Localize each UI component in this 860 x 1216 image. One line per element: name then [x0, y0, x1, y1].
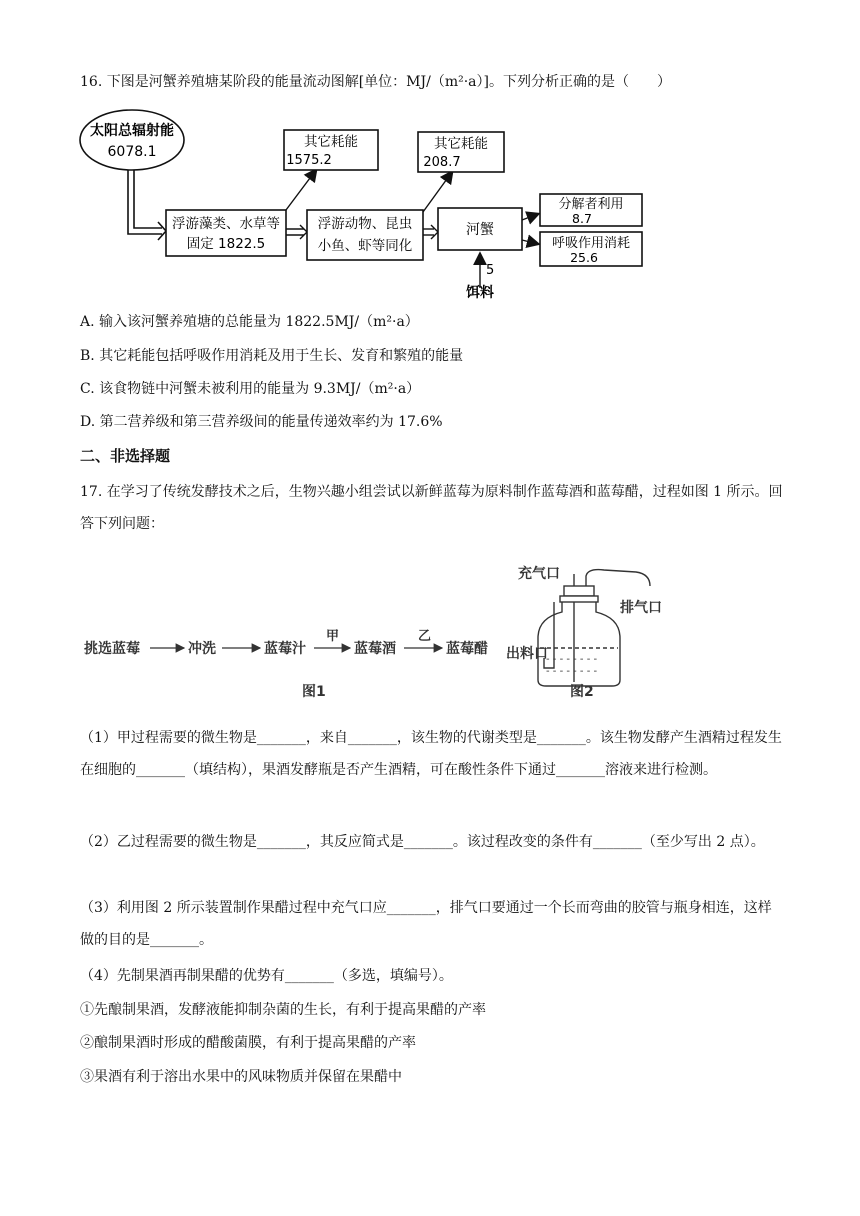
other2-line1: 其它耗能 [434, 136, 488, 152]
fig1-step-2: 冲洗 [188, 641, 216, 657]
producer-line1: 浮游藻类、水草等 [172, 216, 280, 232]
q17-choice-1: ①先酿制果酒，发酵液能抑制杂菌的生长，有利于提高果醋的产率 [80, 1002, 486, 1018]
liquid-pattern [546, 654, 598, 677]
fig1-arrow-a: 甲 [326, 629, 340, 644]
fig2-caption: 图2 [570, 684, 594, 700]
respiration-line2: 25.6 [570, 250, 598, 265]
fig1-arrow-b: 乙 [418, 629, 432, 644]
sun-label: 太阳总辐射能 [90, 123, 174, 139]
other1-line2: 1575.2 [286, 153, 332, 168]
section-title: 二、非选择题 [80, 447, 171, 465]
q17-sub1: （1）甲过程需要的微生物是_______，来自_______，该生物的代谢类型是_______。该生物发酵产生酒精过程发生在细胞的_______（填结构），果酒发酵瓶是否产生酒精，可在酸性条件下通过_______溶液来进行检测。 [80, 730, 782, 778]
svg-text:- - - - - - - -: - - - - - - - - [546, 666, 598, 677]
fig2-inlet: 充气口 [518, 566, 560, 582]
other1-line1: 其它耗能 [304, 134, 358, 150]
q16-option-b: B. 其它耗能包括呼吸作用消耗及用于生长、发育和繁殖的能量 [80, 348, 464, 364]
fig1-step-5: 蓝莓醋 [446, 641, 488, 657]
q17-stem: 17. 在学习了传统发酵技术之后，生物兴趣小组尝试以新鲜蓝莓为原料制作蓝莓酒和蓝莓醋，过程如图 1 所示。回答下列问题： [80, 484, 783, 532]
fig2-discharge: 出料口 [506, 646, 548, 662]
fig1-step-1: 挑选蓝莓 [84, 641, 140, 657]
q17-sub3: （3）利用图 2 所示装置制作果醋过程中充气口应_______，排气口要通过一个长而弯曲的胶管与瓶身相连，这样做的目的是_______。 [80, 900, 772, 948]
feed-value: 5 [486, 263, 495, 278]
q16-option-c: C. 该食物链中河蟹未被利用的能量为 9.3MJ/（m²·a） [80, 381, 421, 397]
q16-option-a: A. 输入该河蟹养殖塘的总能量为 1822.5MJ/（m²·a） [80, 314, 419, 330]
decomposer-line2: 8.7 [572, 211, 592, 226]
feed-label: 饵料 [466, 285, 494, 301]
sun-value: 6078.1 [107, 144, 157, 160]
fig2-outlet: 排气口 [620, 600, 662, 616]
sun-ellipse [80, 110, 184, 170]
fermentation-figures [76, 556, 696, 704]
consumer-line1: 浮游动物、昆虫 [317, 216, 413, 232]
svg-text:- - - - - - - -: - - - - - - - - [546, 654, 598, 665]
q17-choice-2: ②酿制果酒时形成的醋酸菌膜，有利于提高果醋的产率 [80, 1035, 416, 1051]
q17-sub2: （2）乙过程需要的微生物是_______，其反应简式是_______。该过程改变的条件有_______（至少写出 2 点）。 [80, 834, 765, 850]
decomposer-line1: 分解者利用 [558, 197, 624, 212]
energy-flow-diagram [76, 108, 676, 308]
other2-line2: 208.7 [423, 155, 461, 170]
consumer-line2: 小鱼、虾等同化 [317, 238, 413, 254]
q16-stem: 16. 下图是河蟹养殖塘某阶段的能量流动图解[单位：MJ/（m²·a）]。下列分析正确的是（ ） [80, 74, 671, 90]
q17-choice-3: ③果酒有利于溶出水果中的风味物质并保留在果醋中 [80, 1069, 402, 1085]
fig1-caption: 图1 [302, 684, 326, 700]
q16-option-d: D. 第二营养级和第三营养级间的能量传递效率约为 17.6% [80, 414, 443, 430]
fig1-step-3: 蓝莓汁 [264, 641, 306, 657]
fig1-step-4: 蓝莓酒 [354, 641, 396, 657]
producer-line2: 固定 1822.5 [186, 236, 266, 252]
crab-label: 河蟹 [466, 222, 494, 238]
respiration-line1: 呼吸作用消耗 [551, 236, 631, 251]
q17-sub4: （4）先制果酒再制果醋的优势有_______（多选，填编号）。 [80, 968, 453, 984]
